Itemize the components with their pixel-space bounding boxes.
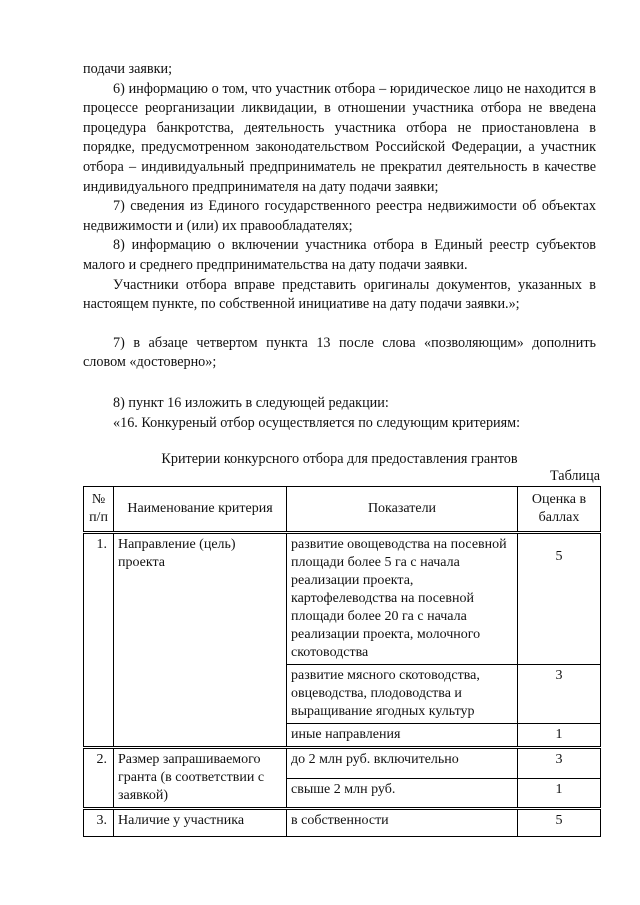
- row-indicator: в собственности: [287, 809, 518, 837]
- paragraph-amendment-8: 8) пункт 16 изложить в следующей редакции:: [113, 394, 389, 411]
- row-indicator: развитие мясного скотоводства, овцеводства, плодоводства и выращивание ягодных культур: [287, 665, 518, 724]
- table-title: Критерии конкурсного отбора для предоставления грантов: [161, 451, 518, 468]
- row-score: 5: [518, 809, 601, 837]
- header-score: Оценка в баллах: [518, 487, 601, 533]
- header-criterion: Наименование критерия: [114, 487, 287, 533]
- table-row: [84, 533, 601, 665]
- document-page: [83, 60, 600, 837]
- row-indicator: свыше 2 млн руб.: [287, 778, 518, 809]
- row-score: 1: [518, 778, 601, 809]
- header-num: № п/п: [84, 487, 114, 533]
- row-score: 3: [518, 665, 601, 724]
- paragraph-originals: Участники отбора вправе представить оригиналы документов, указанных в настоящем пункте, по собственной инициативе на дату подачи заявки.»;: [83, 276, 596, 313]
- table-header-row: [84, 487, 601, 533]
- row-score: 5: [518, 533, 601, 665]
- row-score: 3: [518, 748, 601, 779]
- criteria-table: [83, 486, 601, 837]
- row-num: 3.: [84, 809, 114, 837]
- row-criterion: Наличие у участника: [114, 809, 287, 837]
- table-row: [84, 809, 601, 837]
- row-num: 2.: [84, 748, 114, 809]
- paragraph-item-7: 7) сведения из Единого государственного реестра недвижимости об объектах недвижимости и (или) их правообладателях;: [83, 198, 596, 234]
- paragraph-item-6: 6) информацию о том, что участник отбора – юридическое лицо не находится в процессе реорганизации ликвидации, в отношении участника отбора не введена процедура банкротства, деятельность участника отбора не приостановлена в порядке, предусмотренном законодательством Российской Федерации, а участник отбора – индивидуальный предприниматель не прекратил деятельность в качестве индивидуального предпринимателя на дату подачи заявки;: [83, 80, 596, 195]
- paragraph-amendment-7: 7) в абзаце четвертом пункта 13 после слова «позволяющим» дополнить словом «достоверно»;: [83, 334, 596, 371]
- table-label: Таблица: [549, 468, 600, 485]
- row-criterion: Направление (цель) проекта: [114, 533, 287, 748]
- row-criterion: Размер запрашиваемого гранта (в соответствии с заявкой): [114, 748, 287, 809]
- paragraph-clause-16: «16. Конкуреный отбор осуществляется по следующим критериям:: [113, 414, 521, 431]
- header-indicators: Показатели: [287, 487, 518, 533]
- paragraph-continuation: подачи заявки;: [83, 61, 173, 77]
- row-score: 1: [518, 724, 601, 748]
- table-row: [84, 748, 601, 779]
- row-indicator: развитие овощеводства на посевной площади более 5 га с начала реализации проекта, картофелеводства на посевной площади более 20 га с начала реализации проекта, молочного скотоводства: [287, 533, 518, 665]
- row-num: 1.: [84, 533, 114, 748]
- paragraph-item-8: 8) информацию о включении участника отбора в Единый реестр субъектов малого и среднего предпринимательства на дату подачи заявки.: [83, 237, 596, 273]
- row-indicator: до 2 млн руб. включительно: [287, 748, 518, 779]
- row-indicator: иные направления: [287, 724, 518, 748]
